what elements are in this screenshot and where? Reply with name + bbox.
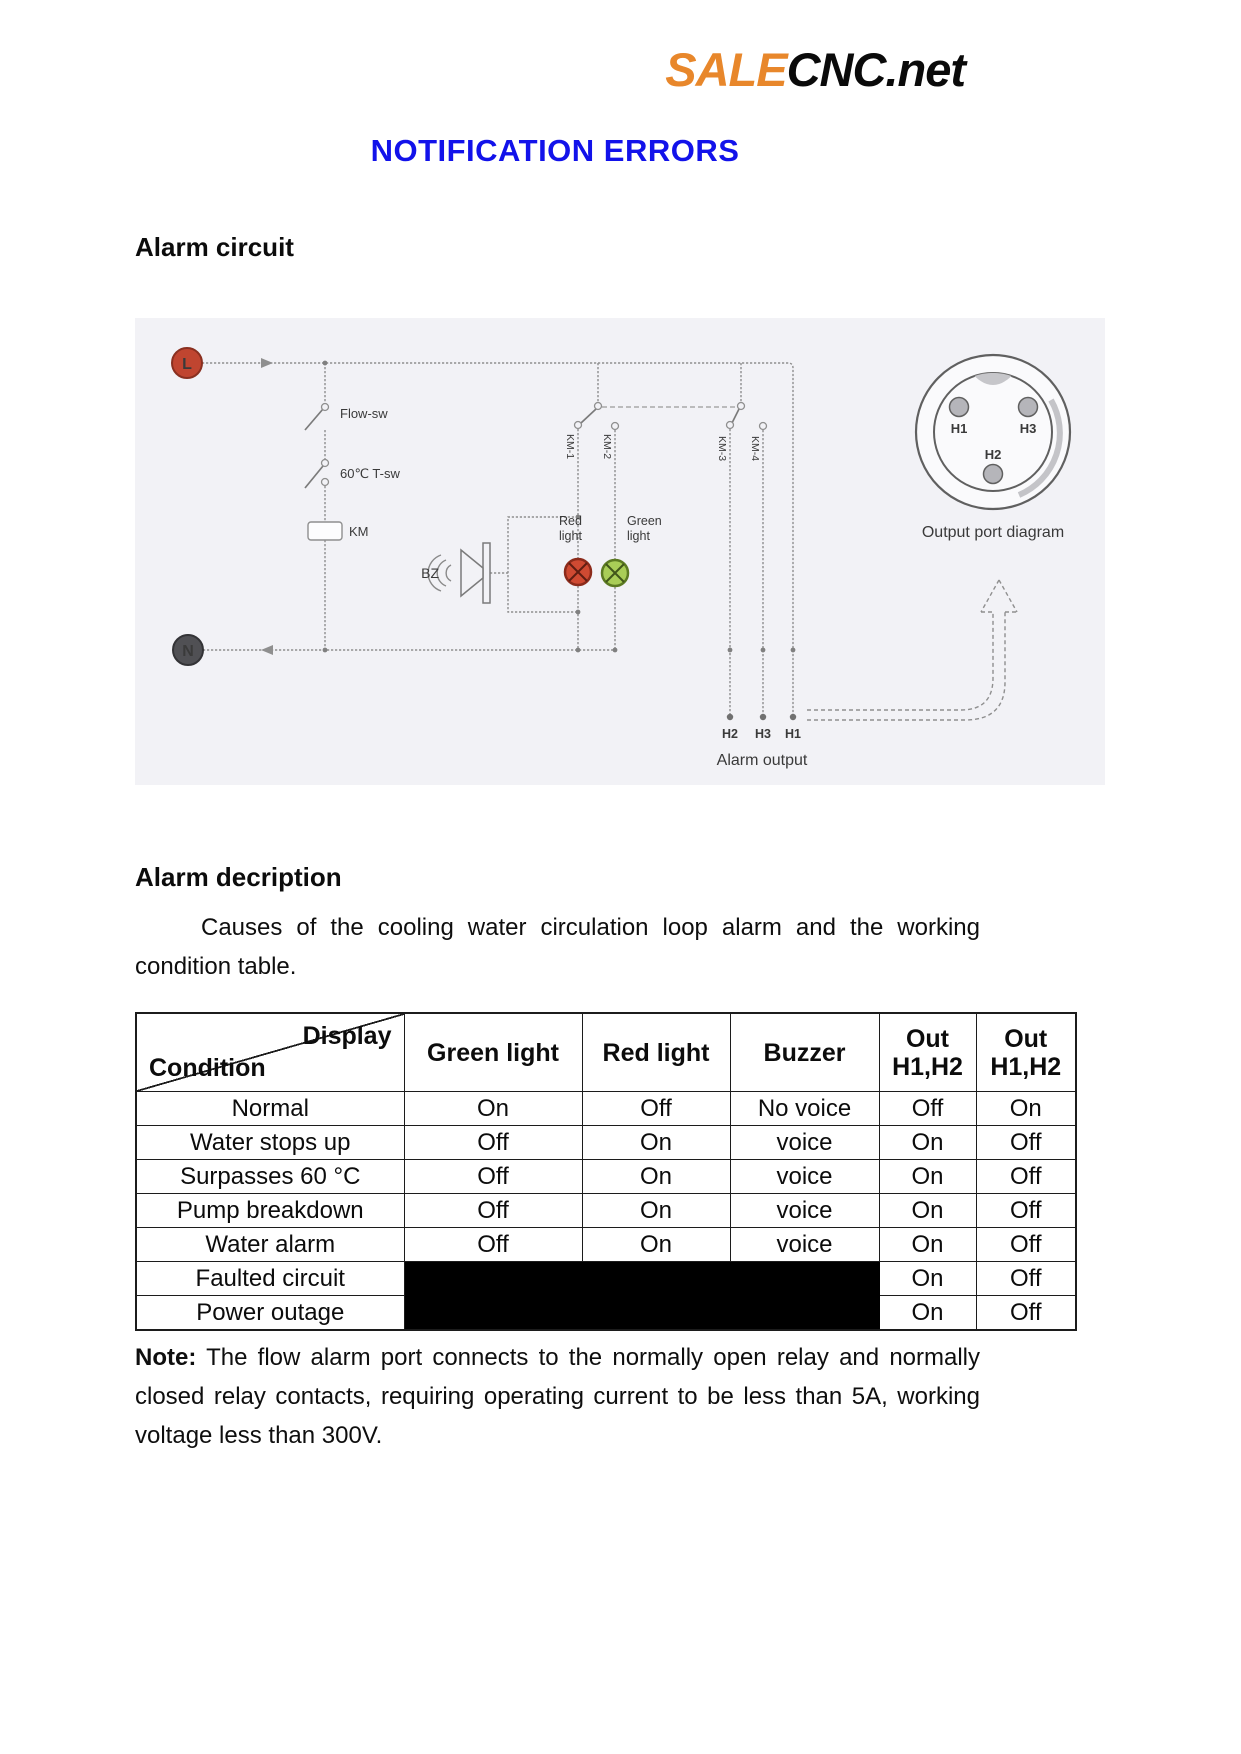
- page-title: NOTIFICATION ERRORS: [370, 133, 740, 168]
- terminal-h1-label: H1: [785, 727, 801, 741]
- temp-switch-label: 60℃ T-sw: [340, 466, 400, 481]
- note-label: Note:: [135, 1344, 197, 1371]
- table-row: Water stops up Off On voice On Off: [136, 1126, 1076, 1160]
- km2-label: KM-2: [601, 434, 613, 460]
- output-port-caption: Output port diagram: [921, 524, 1065, 541]
- alarm-condition-table: [135, 1012, 1077, 1331]
- table-header-row: [136, 1013, 1076, 1092]
- port-h3-label: H3: [1019, 421, 1037, 436]
- red-lamp-icon: [565, 559, 591, 585]
- terminal-h3-label: H3: [755, 727, 771, 741]
- blackout-cell: [730, 1296, 879, 1331]
- terminal-l-icon: [172, 348, 202, 378]
- red-light-label-1: Red: [559, 514, 582, 528]
- alarm-description-heading: Alarm decription: [135, 862, 342, 892]
- col-header-out-1: Out H1,H2: [879, 1013, 976, 1092]
- blackout-cell: [404, 1262, 582, 1296]
- port-h1-label: H1: [950, 421, 968, 436]
- col-header-red-light: Red light: [582, 1013, 730, 1092]
- flow-switch-label: Flow-sw: [340, 406, 388, 421]
- table-corner-cell: [136, 1013, 404, 1092]
- km-coil-label: KM: [349, 524, 369, 539]
- table-row-blackout: Power outage On Off: [136, 1296, 1076, 1331]
- blackout-cell: [582, 1262, 730, 1296]
- alarm-circuit-diagram: [135, 318, 1105, 785]
- circuit-diagram-svg: [135, 318, 1105, 785]
- km-relay-coil-icon: [308, 522, 342, 540]
- output-port-connector-icon: [916, 355, 1070, 509]
- circuit-wires: [202, 363, 793, 714]
- km3-label: KM-3: [716, 436, 728, 462]
- terminal-n-icon: [173, 635, 203, 665]
- table-row-blackout: Faulted circuit On Off: [136, 1262, 1076, 1296]
- col-header-buzzer: Buzzer: [730, 1013, 879, 1092]
- junction-dots: [323, 361, 796, 653]
- terminal-h2-label: H2: [722, 727, 738, 741]
- note-paragraph: [135, 1338, 980, 1455]
- corner-condition-label: Condition: [149, 1054, 266, 1082]
- terminal-l-label: L: [182, 356, 192, 373]
- logo-cnc-text: CNC.net: [786, 43, 965, 96]
- blackout-cell: [404, 1296, 582, 1331]
- km4-label: KM-4: [749, 436, 761, 462]
- logo-sale-text: SALE: [665, 43, 787, 96]
- table-row: Normal On Off No voice Off On: [136, 1092, 1076, 1126]
- green-light-label-1: Green: [627, 514, 662, 528]
- note-text: The flow alarm port connects to the normally open relay and normally closed relay contacts, requiring operating current to be less than 5A, working voltage less than 300V.: [135, 1344, 981, 1449]
- table-row: Pump breakdown Off On voice On Off: [136, 1194, 1076, 1228]
- table-row: Water alarm Off On voice On Off: [136, 1228, 1076, 1262]
- salecnc-logo: [500, 42, 965, 97]
- port-h2-label: H2: [984, 447, 1002, 462]
- table-row: Surpasses 60 °C Off On voice On Off: [136, 1160, 1076, 1194]
- alarm-output-caption: Alarm output: [716, 752, 808, 769]
- km1-label: KM-1: [564, 434, 576, 460]
- red-light-label-2: light: [559, 529, 582, 543]
- alarm-output-terminals: [727, 714, 796, 720]
- buzzer-label: BZ: [421, 565, 439, 581]
- corner-display-label: Display: [302, 1022, 392, 1050]
- blackout-cell: [730, 1262, 879, 1296]
- col-header-green-light: Green light: [404, 1013, 582, 1092]
- description-paragraph: Causes of the cooling water circulation loop alarm and the working condition table.: [135, 914, 980, 980]
- output-arrow-dashed: [807, 580, 1017, 720]
- terminal-n-label: N: [182, 643, 194, 660]
- green-light-label-2: light: [627, 529, 650, 543]
- blackout-cell: [582, 1296, 730, 1331]
- col-header-out-2: Out H1,H2: [976, 1013, 1076, 1092]
- alarm-circuit-heading: Alarm circuit: [135, 232, 294, 262]
- green-lamp-icon: [602, 560, 628, 586]
- current-arrow-right-icon: [261, 358, 273, 368]
- current-arrow-left-icon: [261, 645, 273, 655]
